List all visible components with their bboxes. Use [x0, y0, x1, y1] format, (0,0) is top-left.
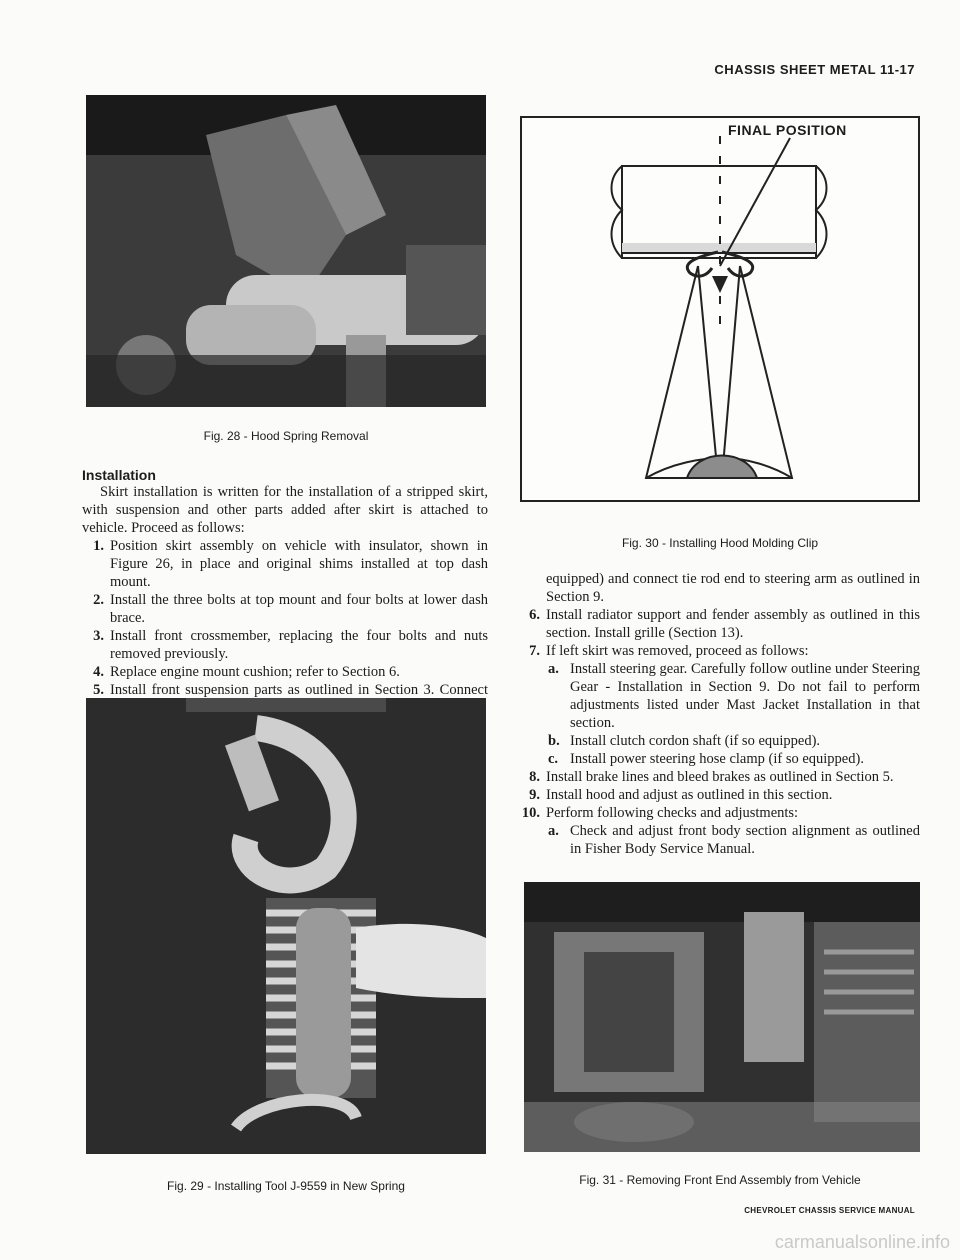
- list-item: [518, 660, 920, 732]
- installation-intro: [82, 483, 488, 537]
- step-text: Install hood and adjust as outlined in this section.: [546, 787, 833, 803]
- step-number: b.: [548, 733, 560, 749]
- step-number: 9.: [529, 787, 540, 803]
- step-text: Check and adjust front body section alignment as outlined in Fisher Body Service Manual.: [570, 823, 920, 857]
- list-item: [82, 663, 488, 681]
- fig31-photo: [524, 882, 920, 1152]
- list-item: [518, 570, 920, 606]
- page-header: CHASSIS SHEET METAL 11-17: [714, 62, 915, 77]
- list-item: [518, 750, 920, 768]
- step-text: Install the three bolts at top mount and four bolts at lower dash brace.: [110, 592, 488, 626]
- step-number: 3.: [93, 628, 104, 644]
- list-item: [518, 822, 920, 858]
- step-number: 8.: [529, 769, 540, 785]
- step-text: Install front suspension parts as outlined in Section 3. Connect: [110, 682, 488, 698]
- list-item: [518, 786, 920, 804]
- continued-section: [518, 570, 920, 858]
- step-text: If left skirt was removed, proceed as follows:: [546, 643, 809, 659]
- step-text: Install steering gear. Carefully follow outline under Steering Gear - Installation in Section 9. Do not fail to perform adjustments listed under Mast Jacket Installation in that section.: [570, 661, 920, 731]
- list-item: [518, 732, 920, 750]
- step-text: Install brake lines and bleed brakes as outlined in Section 5.: [546, 769, 894, 785]
- step-text: Position skirt assembly on vehicle with insulator, shown in Figure 26, in place and original shims installed at top dash mount.: [110, 538, 488, 590]
- step-number: 4.: [93, 664, 104, 680]
- fig28-photo: [86, 95, 486, 407]
- list-item: [82, 627, 488, 663]
- step-number: 5.: [93, 682, 104, 698]
- step-number: a.: [548, 823, 559, 839]
- step-text: Perform following checks and adjustments:: [546, 805, 799, 821]
- list-item: [82, 537, 488, 591]
- list-item: [518, 606, 920, 642]
- installation-section: [82, 467, 488, 717]
- fig29-photo: [86, 698, 486, 1154]
- step-text: equipped) and connect tie rod end to steering arm as outlined in Section 9.: [546, 571, 920, 605]
- page-footer: CHEVROLET CHASSIS SERVICE MANUAL: [744, 1206, 915, 1215]
- step-text: Replace engine mount cushion; refer to Section 6.: [110, 664, 400, 680]
- installation-heading: Installation: [82, 467, 156, 483]
- step-number: 7.: [529, 643, 540, 659]
- step-text: Install power steering hose clamp (if so equipped).: [570, 751, 864, 767]
- step-number: 2.: [93, 592, 104, 608]
- step-text: Install clutch cordon shaft (if so equipped).: [570, 733, 821, 749]
- watermark: carmanualsonline.info: [774, 1232, 950, 1252]
- list-item: [518, 768, 920, 786]
- step-number: 6.: [529, 607, 540, 623]
- fig28-caption: Fig. 28 - Hood Spring Removal: [203, 429, 369, 443]
- list-item: [518, 804, 920, 822]
- step-text: Install front crossmember, replacing the four bolts and nuts removed previously.: [110, 628, 488, 662]
- fig30-label: FINAL POSITION: [728, 122, 847, 138]
- list-item: [518, 642, 920, 660]
- fig30-caption: Fig. 30 - Installing Hood Molding Clip: [621, 536, 819, 550]
- fig30-diagram: [520, 116, 920, 502]
- step-number: c.: [548, 751, 559, 767]
- step-text: Install radiator support and fender assembly as outlined in this section. Install grille (Section 13).: [546, 607, 920, 641]
- step-number: a.: [548, 661, 559, 677]
- fig29-caption: Fig. 29 - Installing Tool J-9559 in New Spring: [167, 1179, 405, 1193]
- fig31-caption: Fig. 31 - Removing Front End Assembly from Vehicle: [579, 1173, 861, 1187]
- step-number: 10.: [521, 805, 540, 821]
- step-number: 1.: [93, 538, 104, 554]
- list-item: [82, 591, 488, 627]
- installation-intro-text: Skirt installation is written for the installation of a stripped skirt, with suspension and other parts added after skirt is attached to vehicle. Proceed as follows:: [82, 484, 488, 536]
